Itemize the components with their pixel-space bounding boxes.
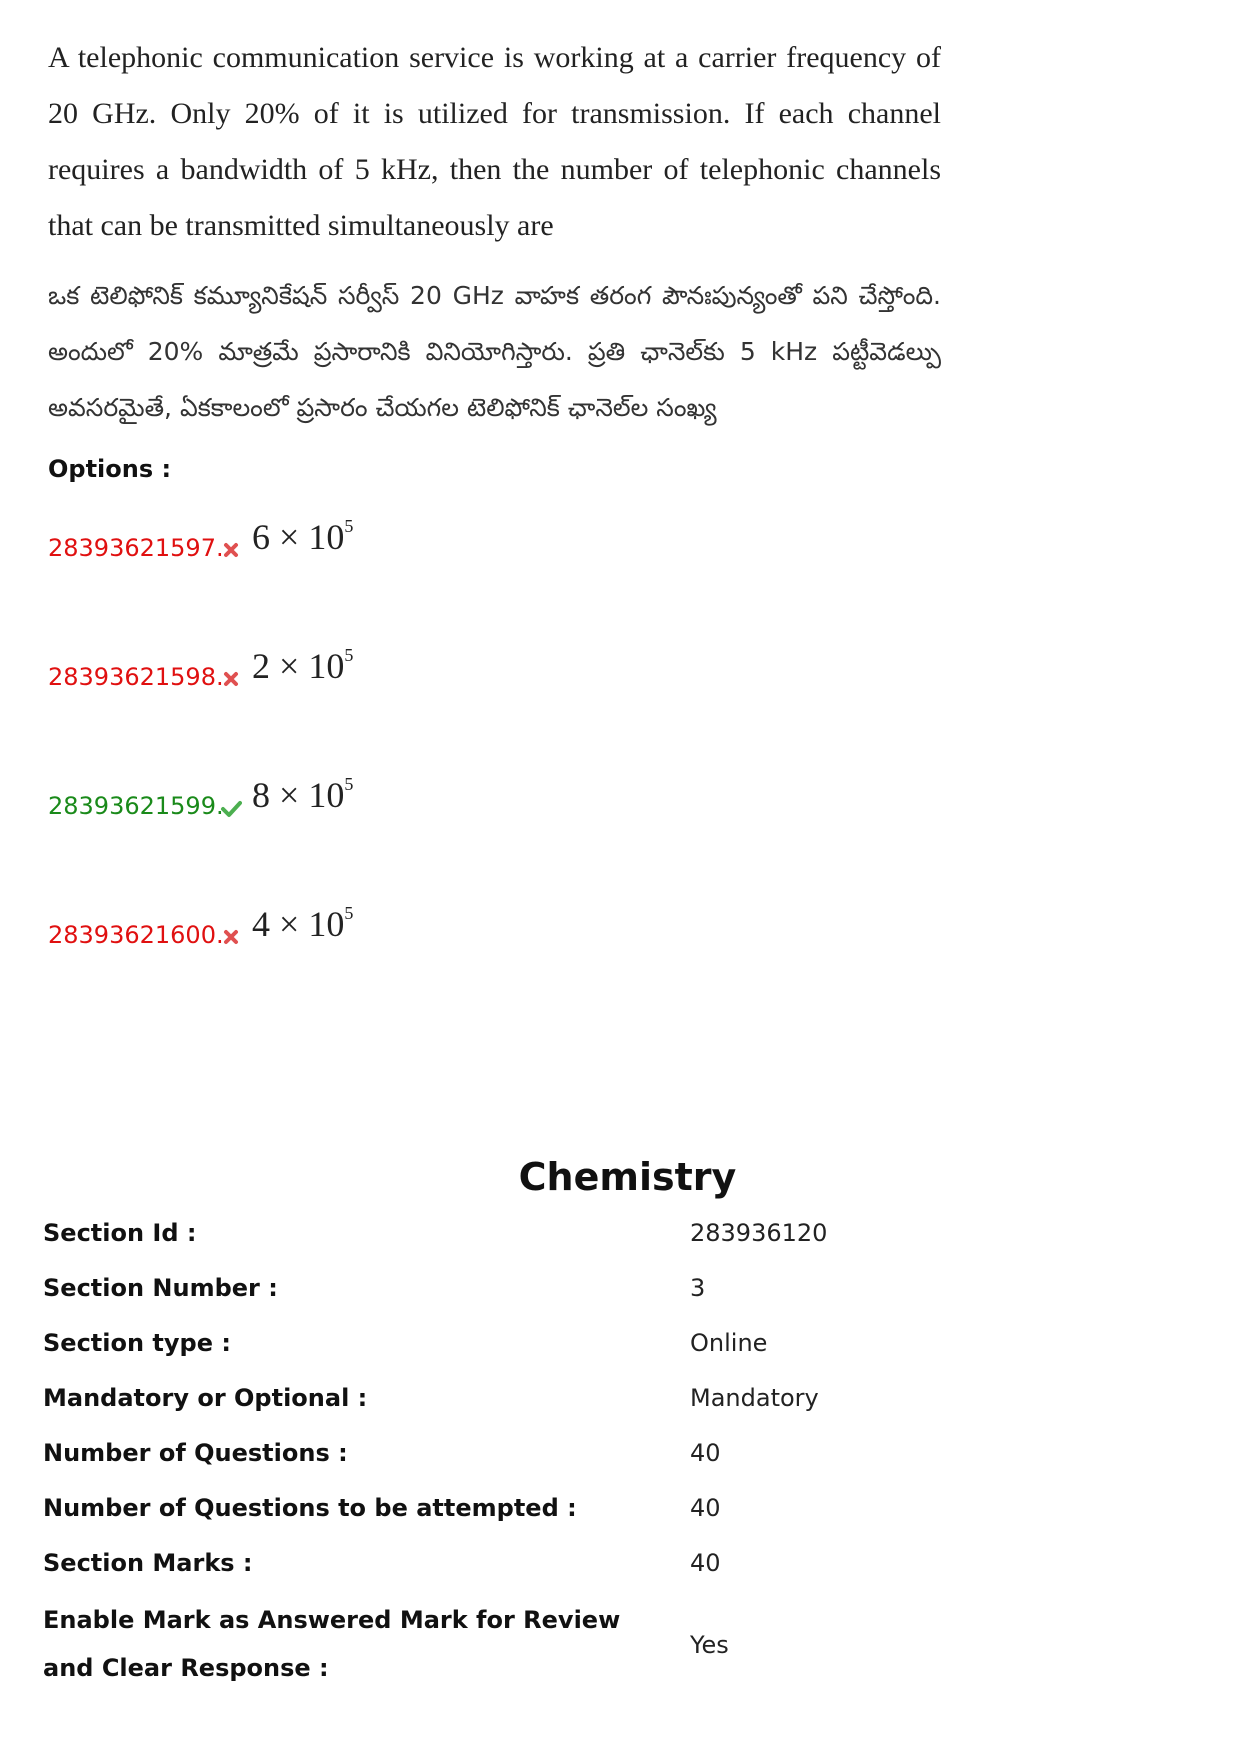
option-4 [48,897,648,957]
option-base: 10 [308,775,345,815]
cross-icon [220,926,242,948]
option-coefficient: 6 [252,517,270,557]
times-sign: × [279,904,300,944]
info-value: Yes [690,1631,729,1659]
options-label: Options : [48,455,172,483]
option-3 [48,768,648,828]
info-label: Section Id : [43,1219,197,1247]
check-icon [220,797,242,819]
option-id: 28393621600. [48,921,224,949]
info-label: Number of Questions : [43,1439,348,1467]
option-exponent: 5 [344,645,354,665]
cross-icon [220,668,242,690]
option-value [252,903,353,945]
info-label: Enable Mark as Answered Mark for Review and Clear Response : [43,1606,621,1682]
info-value: 3 [690,1274,706,1302]
option-id: 28393621598. [48,663,224,691]
info-value: 40 [690,1439,721,1467]
option-base: 10 [308,646,345,686]
option-exponent: 5 [344,774,354,794]
info-label: Section type : [43,1329,231,1357]
section-title: Chemistry [518,1155,737,1199]
info-label: Number of Questions to be attempted : [43,1494,577,1522]
question-text-english: A telephonic communication service is working at a carrier frequency of 20 GHz. Only 20% of it is utilized for transmission. If each channel requires a bandwidth of 5 kHz, then the number of telephonic channels that can be transmitted simultaneously are [48,41,941,242]
option-value [252,774,353,816]
option-1 [48,510,648,570]
info-value: 40 [690,1494,721,1522]
option-id: 28393621597. [48,534,224,562]
question-text-telugu: ఒక టెలిఫోనిక్ కమ్యూనికేషన్ సర్వీస్ 20 GHz వాహక తరంగ పౌనఃపున్యంతో పని చేస్తోంది. అందులో 20% మాత్రమే ప్రసారానికి వినియోగిస్తారు. ప్రతి ఛానెల్‌కు 5 kHz పట్టీవెడల్పు అవసరమైతే, ఏకకాలంలో ప్రసారం చేయగల టెలిఫోనిక్ ఛానెల్‌ల సంఖ్య [48,281,941,422]
info-label: Section Number : [43,1274,278,1302]
option-exponent: 5 [344,903,354,923]
option-coefficient: 8 [252,775,270,815]
cross-icon [220,539,242,561]
info-value: 283936120 [690,1219,828,1247]
info-label: Mandatory or Optional : [43,1384,368,1412]
info-value: Online [690,1329,768,1357]
info-label: Section Marks : [43,1549,253,1577]
times-sign: × [279,646,300,686]
option-exponent: 5 [344,516,354,536]
info-value: 40 [690,1549,721,1577]
option-2 [48,639,648,699]
times-sign: × [279,517,300,557]
option-id: 28393621599. [48,792,224,820]
option-value [252,645,353,687]
option-base: 10 [308,517,345,557]
times-sign: × [279,775,300,815]
option-coefficient: 2 [252,646,270,686]
option-value [252,516,353,558]
info-value: Mandatory [690,1384,819,1412]
option-coefficient: 4 [252,904,270,944]
option-base: 10 [308,904,345,944]
